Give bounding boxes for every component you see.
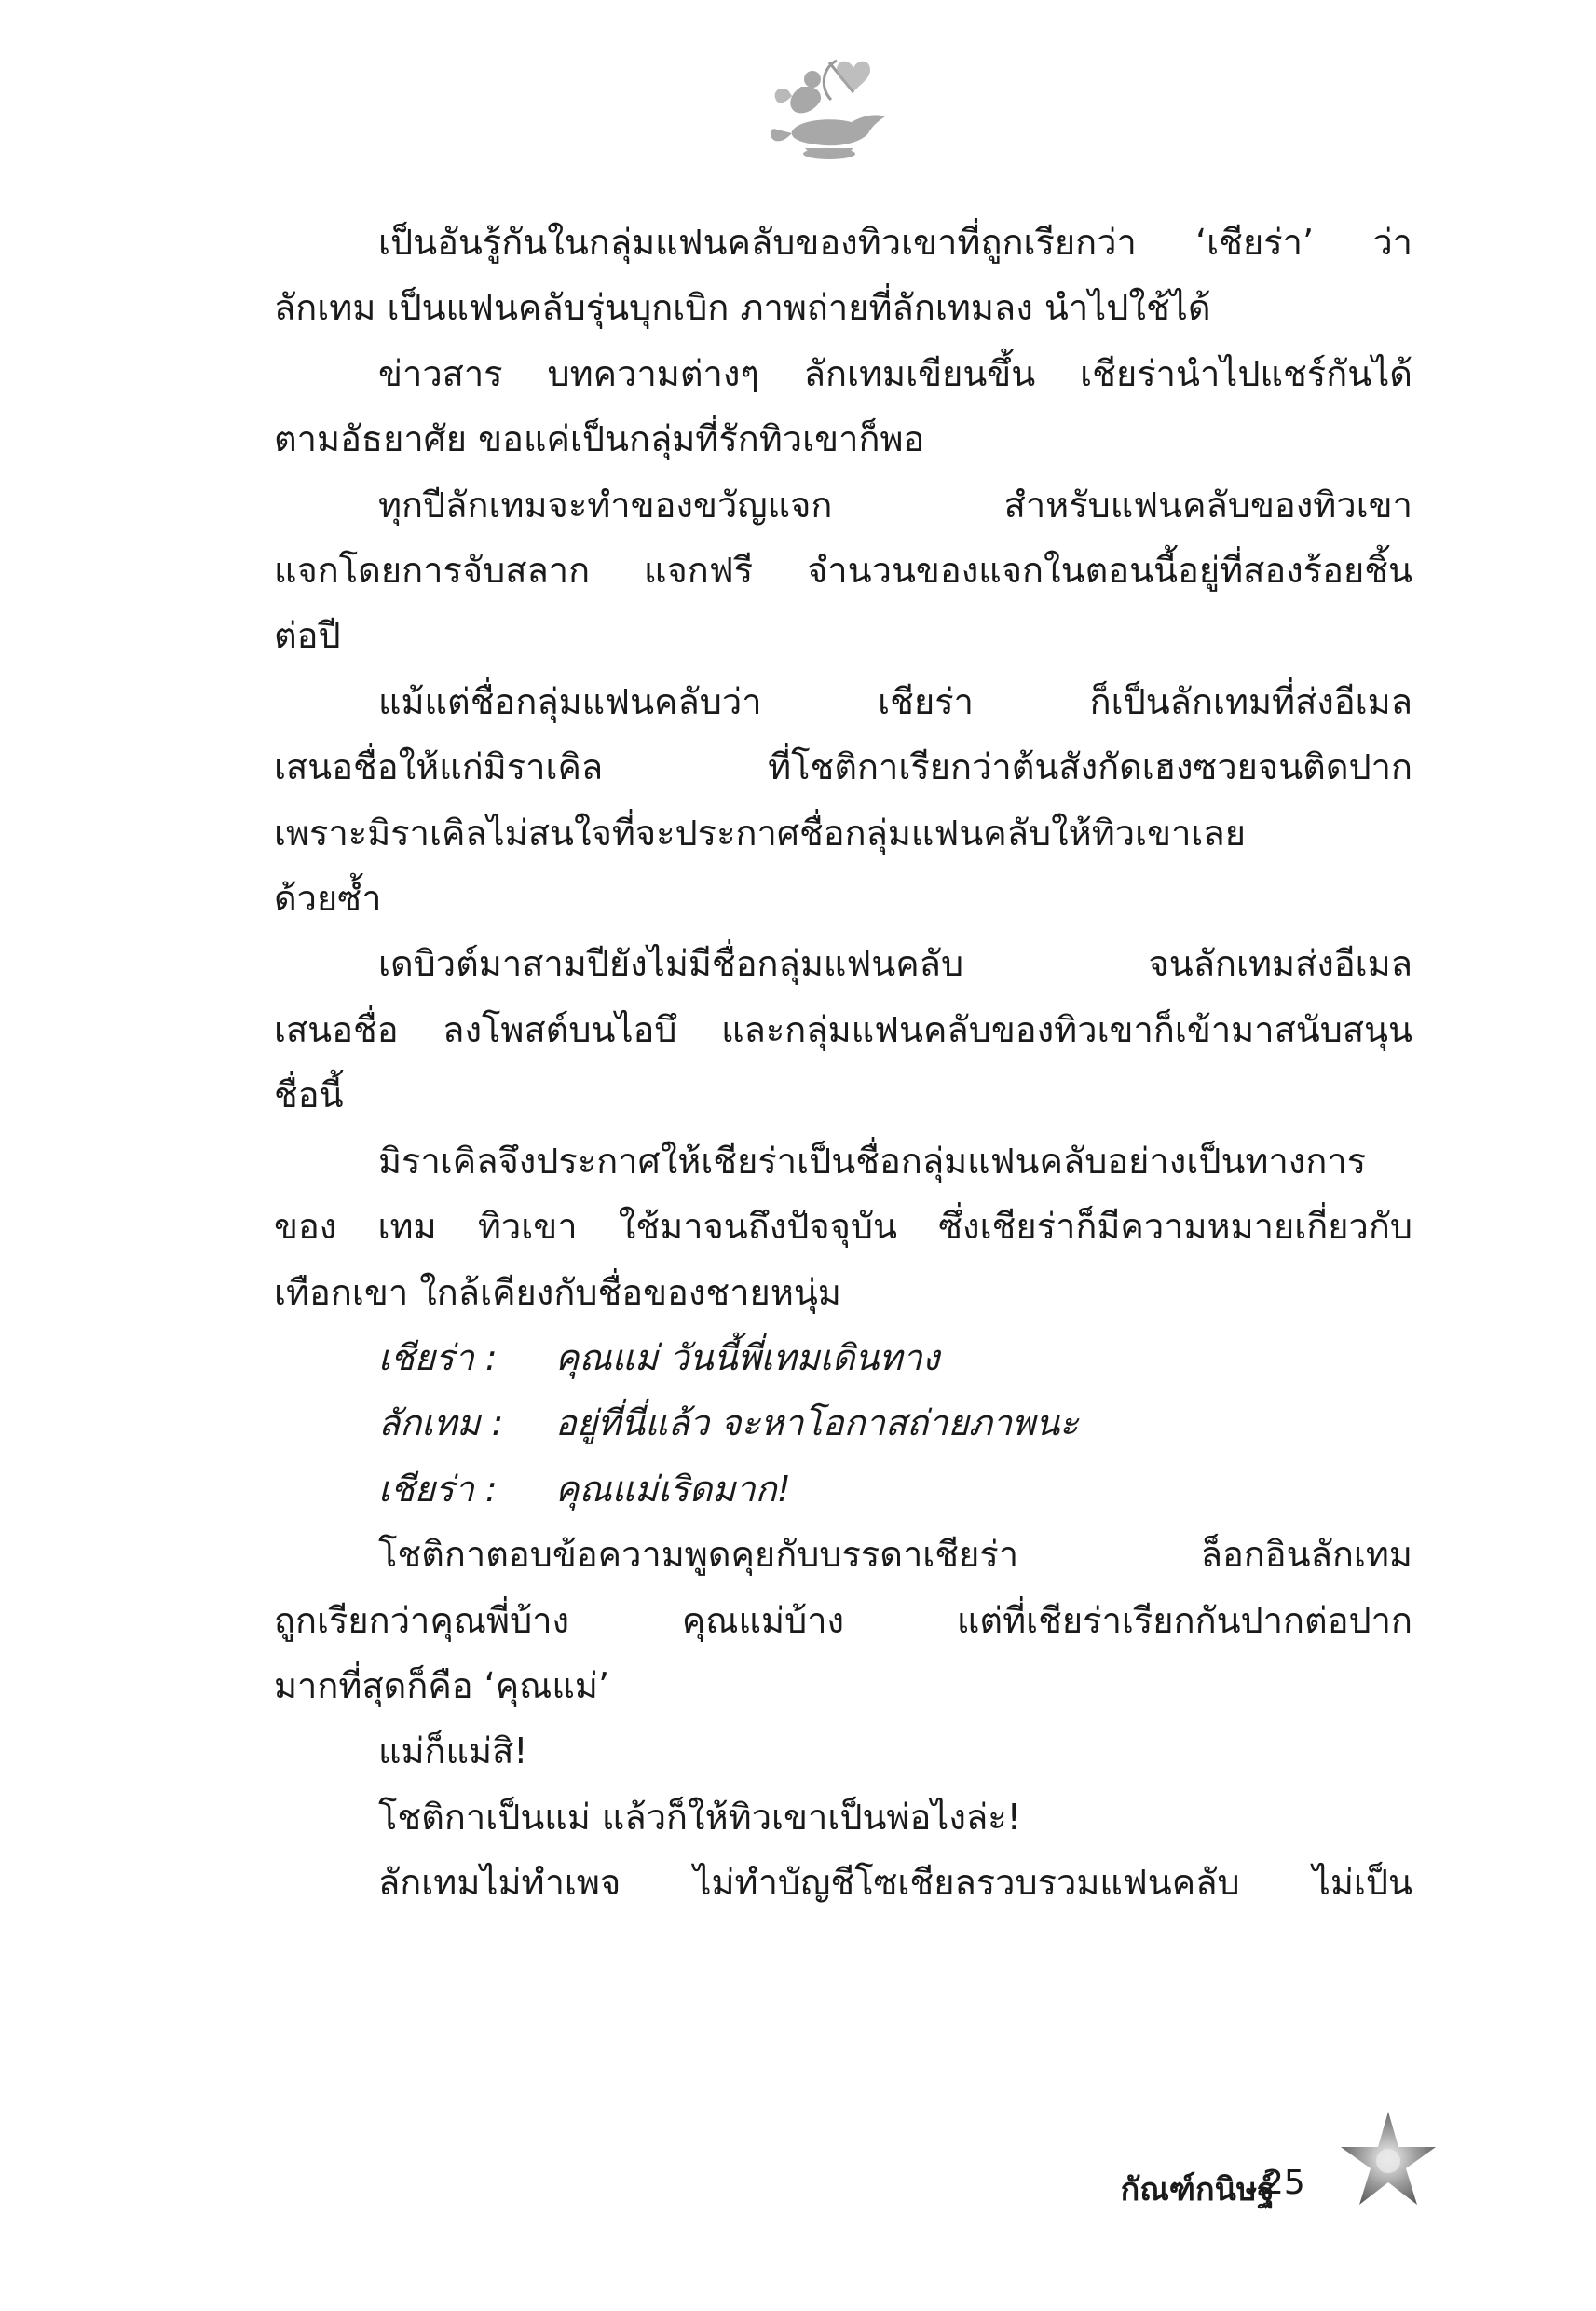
paragraph (274, 669, 1412, 932)
text-line: แจกโดยการจับสลาก แจกฟรี จำนวนของแจกในตอนนี้อยู่ที่สองร้อยชิ้น (274, 550, 1412, 592)
text-line: โชติกาเป็นแม่ แล้วก็ให้ทิวเขาเป็นพ่อไงล่ะ! (378, 1796, 1021, 1838)
paragraph (274, 210, 1412, 341)
dialogue-text: อยู่ที่นี่แล้ว จะหาโอกาสถ่ายภาพนะ (555, 1402, 1079, 1444)
text-line: เสนอชื่อ ลงโพสต์บนไอบึ และกลุ่มแฟนคลับของทิวเขาก็เข้ามาสนับสนุน (274, 1008, 1412, 1050)
text-line: ลักเทม เป็นแฟนคลับรุ่นบุกเบิก ภาพถ่ายที่ลักเทมลง นำไปใช้ได้ (274, 287, 1211, 329)
paragraph (274, 341, 1412, 472)
dialogue-speaker: เชียร่า : (378, 1468, 498, 1510)
paragraph (274, 1128, 1412, 1325)
text-line: ถูกเรียกว่าคุณพี่บ้าง คุณแม่บ้าง แต่ที่เชียร่าเรียกกันปากต่อปาก (274, 1599, 1412, 1641)
text-line: ของ เทม ทิวเขา ใช้มาจนถึงปัจจุบัน ซึ่งเชียร่าก็มีความหมายเกี่ยวกับ (274, 1206, 1412, 1248)
text-line: แม่ก็แม่สิ! (378, 1730, 528, 1772)
paragraph (274, 1718, 1412, 1784)
paragraph (274, 472, 1412, 669)
text-line: ตามอัธยาศัย ขอแค่เป็นกลุ่มที่รักทิวเขาก็พอ (274, 418, 925, 460)
text-line: โชติกาตอบข้อความพูดคุยกับบรรดาเชียร่า ล็อกอินลักเทม (378, 1534, 1412, 1576)
text-line: ข่าวสาร บทความต่างๆ ลักเทมเขียนขึ้น เชียร่านำไปแชร์กันได้ (378, 352, 1412, 394)
text-line: เป็นอันรู้กันในกลุ่มแฟนคลับของทิวเขาที่ถูกเรียกว่า ‘เชียร่า’ ว่า (378, 222, 1412, 263)
paragraph (274, 931, 1412, 1128)
book-title: กัณฑ์กนิษฐ์ (1120, 2171, 1275, 2208)
text-line: เทือกเขา ใกล้เคียงกับชื่อของชายหนุ่ม (274, 1271, 841, 1313)
paragraph (274, 1785, 1412, 1850)
dialogue-line (274, 1325, 1412, 1390)
star-icon (1337, 2108, 1439, 2210)
main-text (274, 210, 1412, 1916)
dialogue-text: คุณแม่เริดมาก! (555, 1468, 791, 1510)
text-line: ทุกปีลักเทมจะทำของขวัญแจก สำหรับแฟนคลับของทิวเขา (378, 484, 1412, 526)
text-line: มากที่สุดก็คือ ‘คุณแม่’ (274, 1664, 610, 1706)
text-line: ลักเทมไม่ทำเพจ ไม่ทำบัญชีโซเชียลรวบรวมแฟนคลับ ไม่เป็น (378, 1862, 1412, 1904)
paragraph (274, 1850, 1412, 1915)
text-line: เดบิวต์มาสามปียังไม่มีชื่อกลุ่มแฟนคลับ จนลักเทมส่งอีเมล (378, 943, 1412, 985)
paragraph (274, 1522, 1412, 1718)
dialogue-text: คุณแม่ วันนี้พี่เทมเดินทาง (555, 1336, 940, 1378)
text-line: ต่อปี (274, 615, 341, 657)
text-line: ด้วยซ้ำ (274, 878, 382, 920)
page-number: 25 (1262, 2164, 1305, 2202)
text-line: มิราเคิลจึงประกาศให้เชียร่าเป็นชื่อกลุ่มแฟนคลับอย่างเป็นทางการ (378, 1140, 1367, 1182)
dialogue-speaker: ลักเทม : (378, 1402, 504, 1444)
text-line: ชื่อนี้ (274, 1074, 344, 1116)
dialogue-line (274, 1456, 1412, 1522)
text-line: แม้แต่ชื่อกลุ่มแฟนคลับว่า เชียร่า ก็เป็นลักเทมที่ส่งอีเมล (378, 680, 1412, 722)
dialogue-line (274, 1390, 1412, 1456)
dialogue-speaker: เชียร่า : (378, 1336, 498, 1378)
text-line: เพราะมิราเคิลไม่สนใจที่จะประกาศชื่อกลุ่มแฟนคลับให้ทิวเขาเลย (274, 812, 1246, 854)
text-line: เสนอชื่อให้แก่มิราเคิล ที่โชติกาเรียกว่าต้นสังกัดเฮงซวยจนติดปาก (274, 746, 1412, 788)
cupid-and-magic-lamp-icon (764, 51, 904, 172)
